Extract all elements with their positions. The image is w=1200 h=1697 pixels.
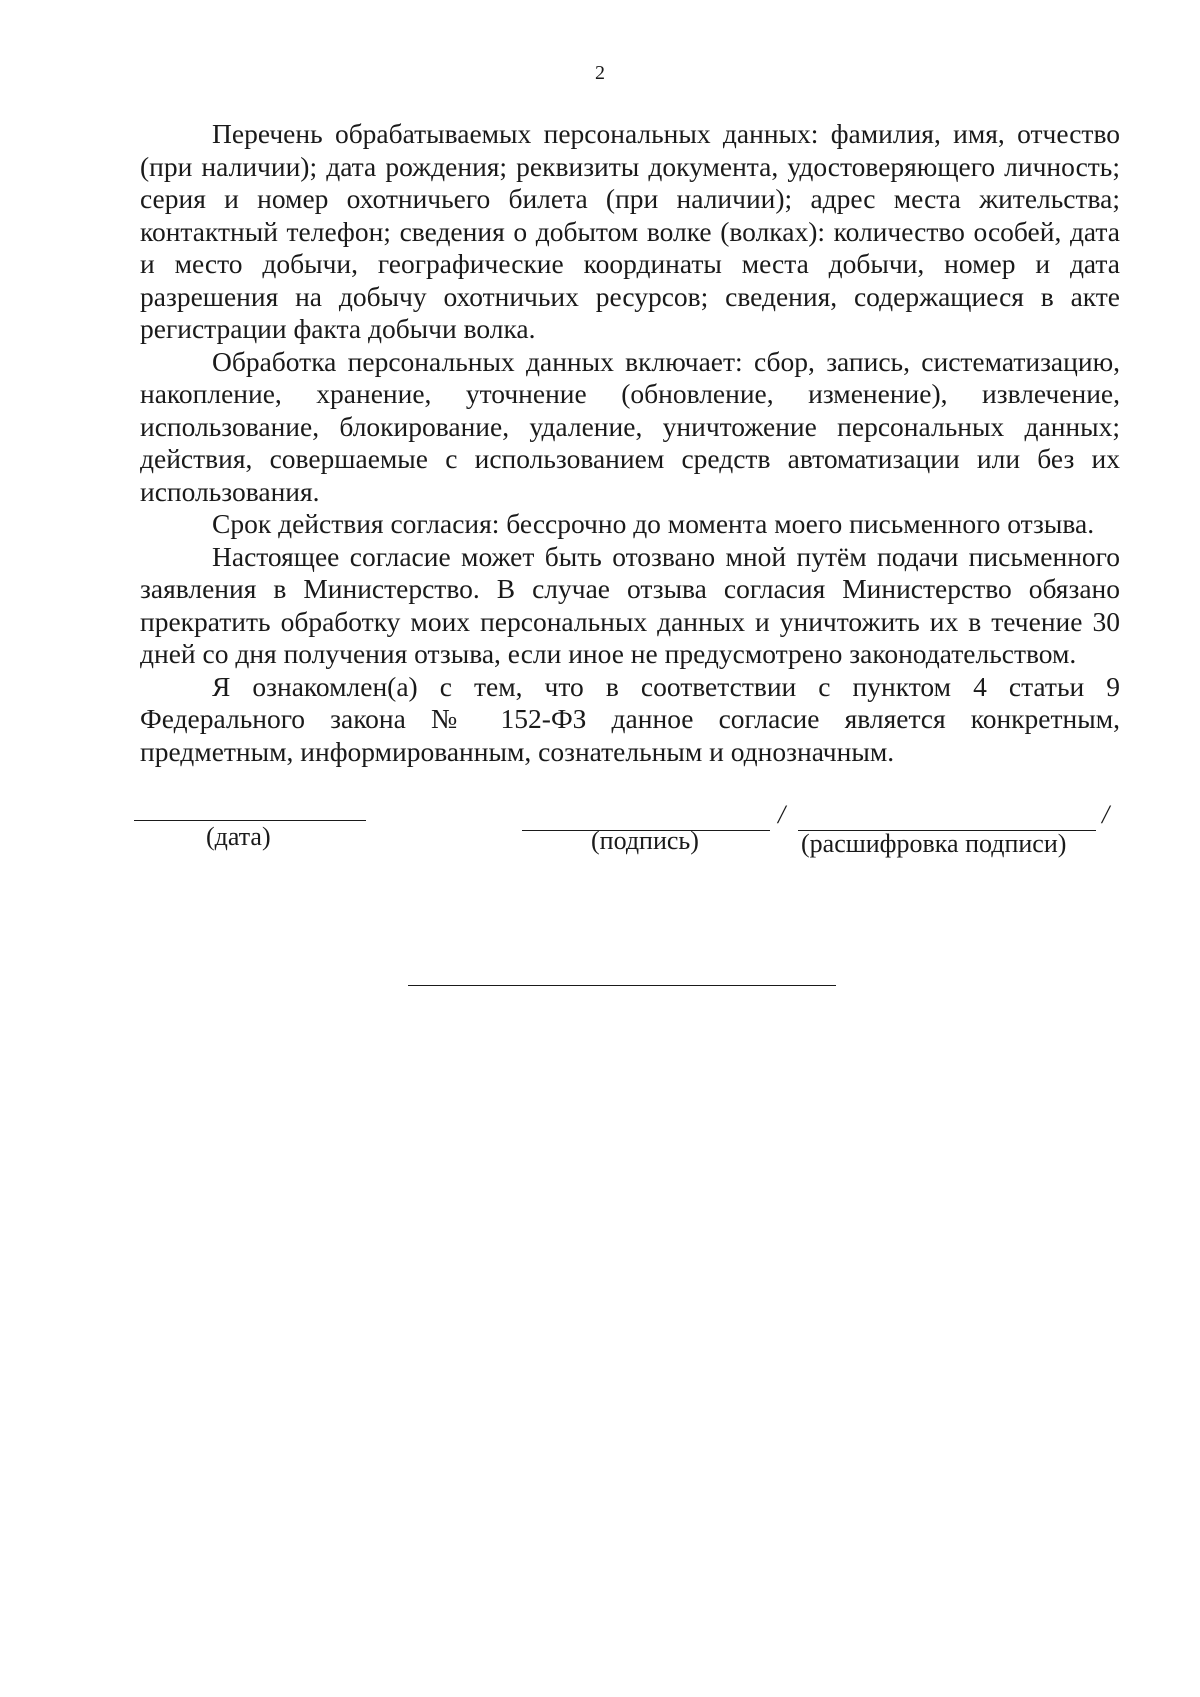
document-body xyxy=(140,118,1120,768)
page-number: 2 xyxy=(595,62,605,84)
paragraph-acknowledgement: Я ознакомлен(а) с тем, что в соответствии с пунктом 4 статьи 9 Федерального закона № 152-ФЗ данное согласие является конкретным, предметным, информированным, сознательным и однозначным. xyxy=(140,670,1120,767)
paragraph-term: Срок действия согласия: бессрочно до момента моего письменного отзыва. xyxy=(212,508,1095,539)
decoding-caption: (расшифровка подписи) xyxy=(801,829,1067,858)
signature-caption: (подпись) xyxy=(591,826,699,855)
paragraph-processing: Обработка персональных данных включает: сбор, запись, систематизацию, накопление, хранение, уточнение (обновление, изменение), извлечение, использование, блокирование, удаление, уничтожение персональных данных; действия, совершаемые с использованием средств автоматизации или без их использования. xyxy=(140,345,1120,507)
signature-slash-right: / xyxy=(1102,800,1110,829)
signature-slash-left: / xyxy=(778,800,786,829)
date-caption: (дата) xyxy=(206,822,271,851)
closing-rule xyxy=(408,985,836,986)
date-line xyxy=(134,820,366,821)
paragraph-data-list: Перечень обрабатываемых персональных данных: фамилия, имя, отчество (при наличии); дата рождения; реквизиты документа, удостоверяющего личность; серия и номер охотничьего билета (при наличии); адрес места жительства; контактный телефон; сведения о добытом волке (волках): количество особей, дата и место добычи, географические координаты места добычи, номер и дата разрешения на добычу охотничьих ресурсов; сведения, содержащиеся в акте регистрации факта добычи волка. xyxy=(140,118,1120,344)
paragraph-revocation: Настоящее согласие может быть отозвано мной путём подачи письменного заявления в Министерство. В случае отзыва согласия Министерство обязано прекратить обработку моих персональных данных и уничтожить их в течение 30 дней со дня получения отзыва, если иное не предусмотрено законодательством. xyxy=(140,540,1120,669)
